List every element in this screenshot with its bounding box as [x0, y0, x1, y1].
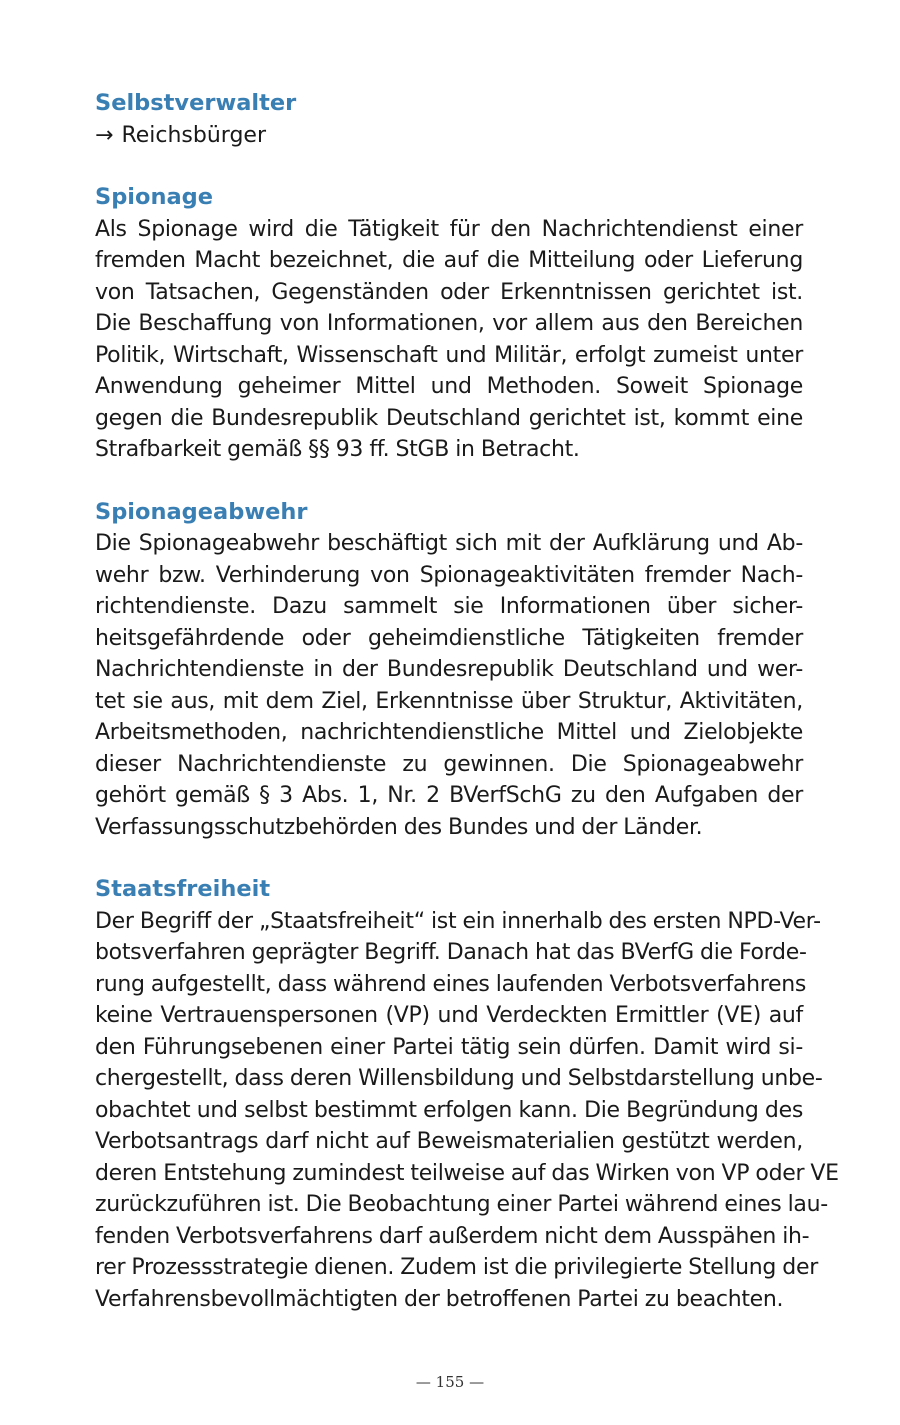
entry-staatsfreiheit — [95, 874, 839, 1315]
page-number: — 155 — — [415, 1373, 485, 1391]
entry-spionage — [95, 182, 803, 466]
text-line: gehört gemäß § 3 Abs. 1, Nr. 2 BVerfSchG zu den Aufgaben der — [95, 783, 803, 808]
entry-definition — [95, 214, 803, 466]
entry-term: Selbstverwalter — [95, 90, 297, 116]
text-line: Verfahrensbevollmächtigten der betroffenen Partei zu beachten. — [95, 1286, 784, 1312]
text-line: tet sie aus, mit dem Ziel, Erkenntnisse über Struktur, Aktivitäten, — [95, 688, 803, 714]
text-line: Als Spionage wird die Tätigkeit für den Nachrichtendienst einer — [95, 216, 803, 242]
entry-term: Staatsfreiheit — [95, 876, 271, 902]
text-line: Anwendung geheimer Mittel und Methoden. Soweit Spionage — [95, 374, 803, 399]
text-line: obachtet und selbst bestimmt erfolgen kann. Die Begründung des — [95, 1097, 803, 1123]
cross-reference-link[interactable]: Reichsbürger — [121, 122, 266, 148]
text-line: den Führungsebenen einer Partei tätig sein dürfen. Damit wird si- — [95, 1034, 803, 1060]
text-line: von Tatsachen, Gegenständen oder Erkenntnissen gerichtet ist. — [95, 279, 803, 305]
text-line: richtendienste. Dazu sammelt sie Informationen über sicher- — [95, 594, 803, 619]
text-line: Strafbarkeit gemäß §§ 93 ff. StGB in Betracht. — [95, 437, 580, 462]
text-line: deren Entstehung zumindest teilweise auf das Wirken von VP oder VE — [95, 1160, 839, 1186]
entry-definition — [95, 906, 839, 1316]
arrow-right-icon: → — [95, 122, 114, 148]
text-line: rer Prozessstrategie dienen. Zudem ist die privilegierte Stellung der — [95, 1255, 818, 1280]
text-line: Der Begriff der „Staatsfreiheit“ ist ein innerhalb des ersten NPD-Ver- — [95, 908, 821, 934]
text-line: chergestellt, dass deren Willensbildung und Selbstdarstellung unbe- — [95, 1066, 823, 1091]
entry-term: Spionageabwehr — [95, 498, 308, 525]
text-line: fremden Macht bezeichnet, die auf die Mitteilung oder Lieferung — [95, 248, 803, 273]
text-line: dieser Nachrichtendienste zu gewinnen. Die Spionageabwehr — [95, 751, 803, 777]
text-line: fenden Verbotsverfahrens darf außerdem nicht dem Ausspähen ih- — [95, 1223, 810, 1249]
text-line: Nachrichtendienste in der Bundesrepublik Deutschland und wer- — [95, 657, 803, 682]
text-line: rung aufgestellt, dass während eines laufenden Verbotsverfahrens — [95, 971, 807, 997]
text-line: Politik, Wirtschaft, Wissenschaft und Militär, erfolgt zumeist unter — [95, 342, 803, 368]
text-line: gegen die Bundesrepublik Deutschland gerichtet ist, kommt eine — [95, 405, 803, 431]
cross-reference — [95, 120, 803, 152]
text-line: Die Spionageabwehr beschäftigt sich mit der Aufklärung und Ab- — [95, 531, 803, 556]
entry-spionageabwehr — [95, 497, 803, 844]
text-line: botsverfahren geprägter Begriff. Danach hat das BVerfG die Forde- — [95, 940, 807, 965]
text-line: Die Beschaffung von Informationen, vor allem aus den Bereichen — [95, 311, 803, 336]
entry-selbstverwalter — [95, 88, 803, 151]
entry-term: Spionage — [95, 184, 214, 210]
text-line: wehr bzw. Verhinderung von Spionageaktivitäten fremder Nach- — [95, 562, 803, 588]
text-line: Arbeitsmethoden, nachrichtendienstliche Mittel und Zielobjekte — [95, 720, 803, 745]
glossary-page — [95, 88, 839, 1346]
text-line: keine Vertrauenspersonen (VP) und Verdeckten Ermittler (VE) auf — [95, 1003, 803, 1028]
text-line: Verfassungsschutzbehörden des Bundes und der Länder. — [95, 814, 703, 840]
entry-definition — [95, 528, 803, 843]
text-line: Verbotsantrags darf nicht auf Beweismaterialien gestützt werden, — [95, 1129, 803, 1154]
text-line: zurückzuführen ist. Die Beobachtung einer Partei während eines lau- — [95, 1192, 828, 1217]
text-line: heitsgefährdende oder geheimdienstliche Tätigkeiten fremder — [95, 625, 803, 651]
